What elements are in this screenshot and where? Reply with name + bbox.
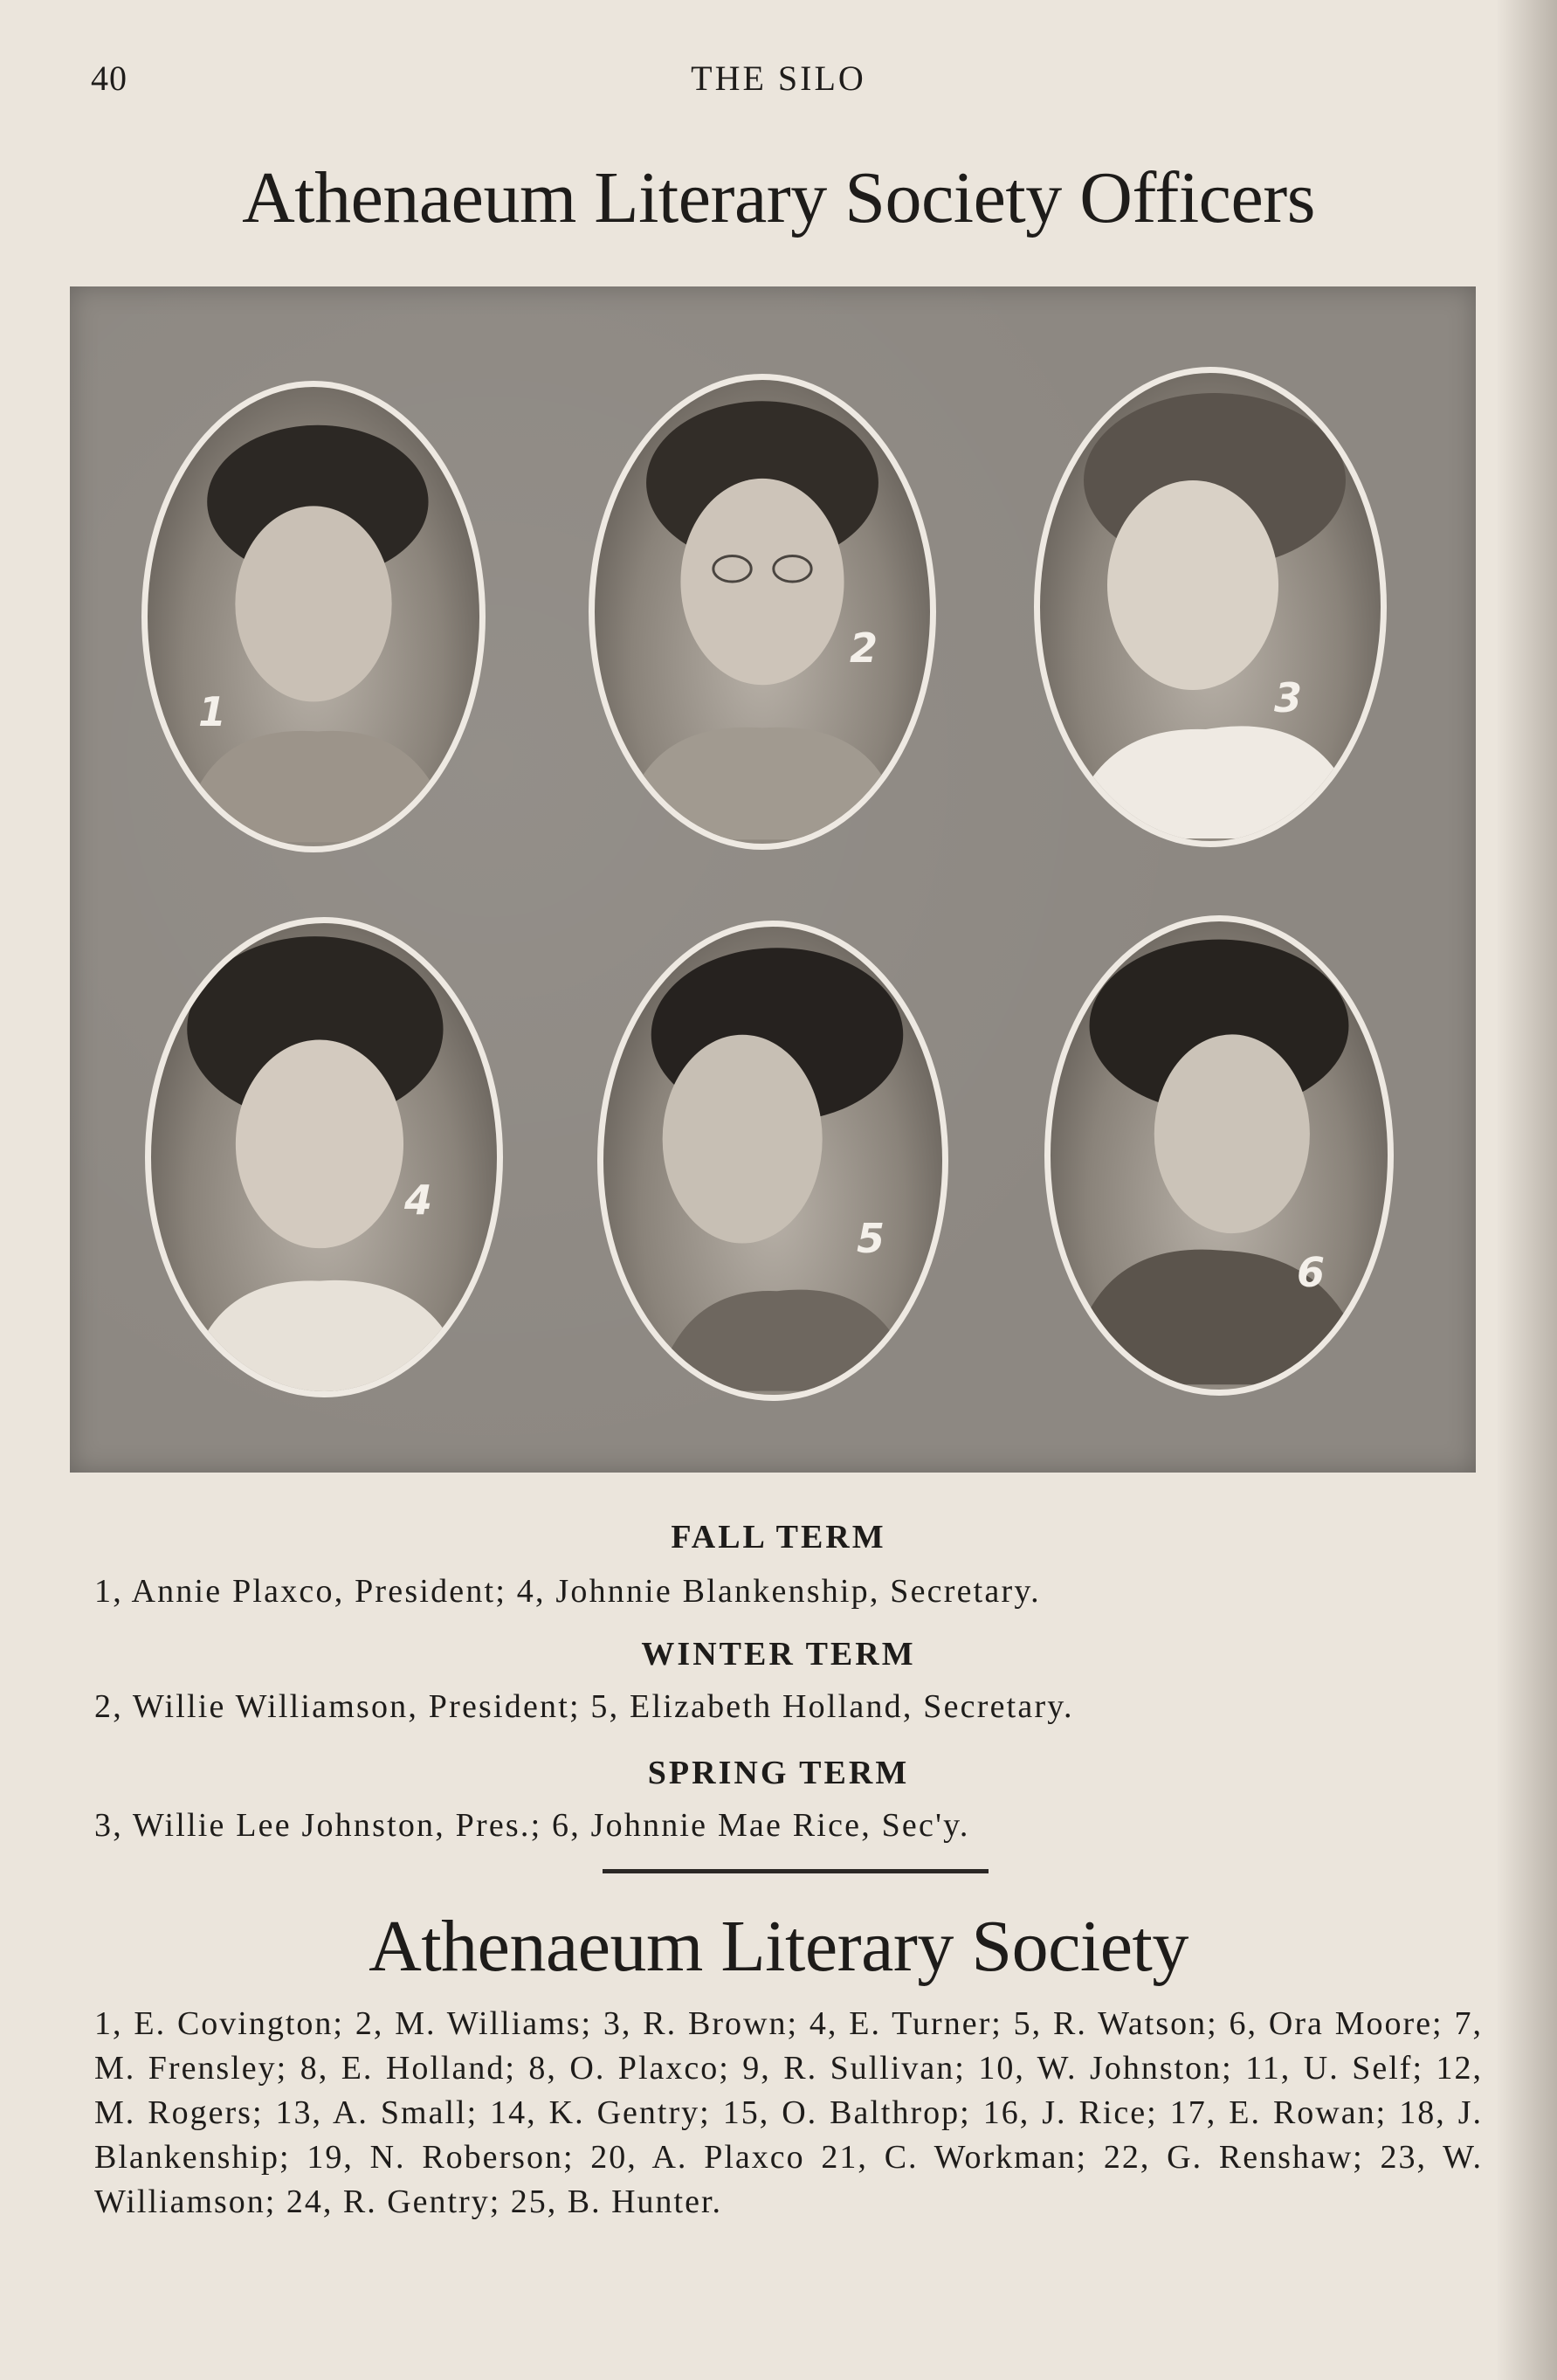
winter-term-heading: WINTER TERM [641, 1636, 916, 1673]
portrait-4 [145, 917, 503, 1397]
portrait-4-number: 4 [404, 1176, 433, 1224]
portrait-1 [141, 381, 486, 852]
portrait-6-figure [1051, 921, 1388, 1390]
portrait-5 [597, 921, 948, 1401]
winter-term-officers: 2, Willie Williamson, President; 5, Elizabeth Holland, Secretary. [94, 1688, 1074, 1725]
fall-term-heading: FALL TERM [671, 1519, 886, 1556]
portrait-3 [1034, 367, 1387, 847]
officers-photo-plate [70, 286, 1476, 1473]
portrait-1-figure [148, 387, 479, 846]
section-divider [603, 1869, 989, 1873]
portrait-3-figure [1040, 373, 1381, 841]
spring-term-officers: 3, Willie Lee Johnston, Pres.; 6, Johnnie Mae Rice, Sec'y. [94, 1807, 970, 1844]
member-roster: 1, E. Covington; 2, M. Williams; 3, R. Brown; 4, E. Turner; 5, R. Watson; 6, Ora Moore; 7, M. Frensley; 8, E. Holland; 8, O. Plaxco; 9, R. Sullivan; 10, W. Johnston; 11, U. Self; 12, M. Rogers; 13, A. Small; 14, K. Gentry; 15, O. Balthrop; 16, J. Rice; 17, E. Rowan; 18, J. Blankenship; 19, N. Roberson; 20, A. Plaxco 21, C. Workman; 22, G. Renshaw; 23, W. Williamson; 24, R. Gentry; 25, B. Hunter. [94, 2005, 1483, 2220]
spring-term-heading: SPRING TERM [647, 1755, 910, 1791]
portrait-2-number: 2 [850, 624, 878, 672]
portrait-3-number: 3 [1274, 674, 1303, 721]
portrait-1-number: 1 [198, 688, 227, 735]
officers-title: Athenaeum Literary Society Officers [242, 157, 1315, 238]
society-title: Athenaeum Literary Society [369, 1906, 1188, 1987]
portrait-4-figure [151, 923, 497, 1391]
portrait-6 [1044, 915, 1394, 1396]
page-number: 40 [91, 59, 127, 98]
portrait-5-number: 5 [857, 1215, 885, 1262]
running-head: THE SILO [691, 59, 866, 98]
fall-term-officers: 1, Annie Plaxco, President; 4, Johnnie Blankenship, Secretary. [94, 1573, 1041, 1610]
portrait-5-figure [603, 927, 942, 1395]
portrait-2-figure [595, 380, 930, 844]
portrait-6-number: 6 [1297, 1249, 1326, 1296]
page-edge-shadow [1496, 0, 1557, 2380]
portrait-2 [589, 374, 936, 850]
